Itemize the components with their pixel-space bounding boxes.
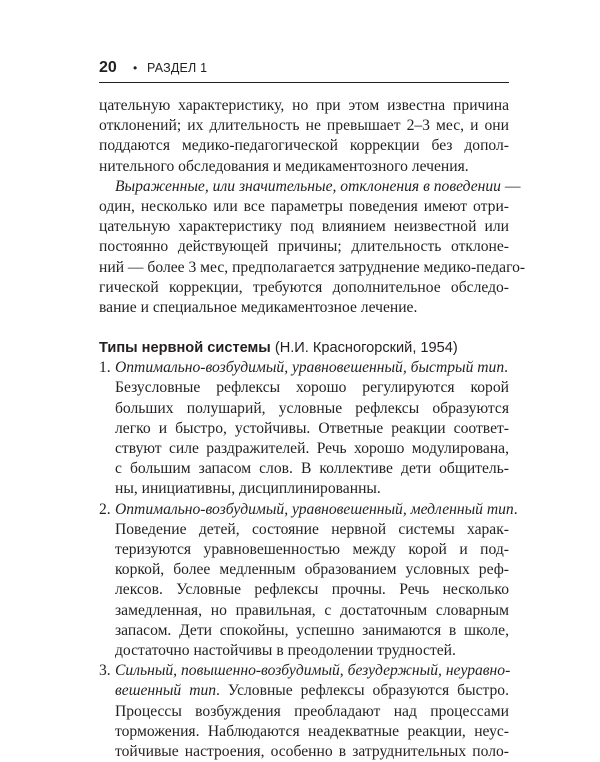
text-line: Безусловные рефлексы хорошо регулируются корой: [115, 379, 509, 397]
italic-term: Оптимально-возбудимый, уравновешенный, медленный тип: [115, 500, 514, 518]
text-line: [99, 177, 521, 197]
heading-bold: Типы нервной системы: [99, 340, 271, 357]
text-line: постоянно действующей причины; длительность отклоне-: [99, 238, 509, 256]
text-line: гической коррекции, требуются дополнительное обследо-: [99, 278, 509, 296]
text-line: [115, 358, 509, 378]
italic-term: вешенный тип: [115, 682, 217, 700]
italic-term: Выраженные, или значительные, отклонения в поведении: [115, 177, 501, 195]
list-number: 3.: [99, 662, 111, 680]
text-line: [115, 681, 509, 701]
page-number: 20: [99, 59, 117, 76]
text-line: торможения. Наблюдаются неадекватные реакции, неус-: [115, 722, 509, 740]
text-line: [115, 500, 518, 520]
section-heading: [99, 338, 509, 358]
heading-citation: (Н.И. Красногорский, 1954): [270, 340, 458, 357]
text-line: лексов. Условные рефлексы прочны. Речь несколько: [115, 581, 509, 599]
paragraph-2: [99, 177, 526, 318]
body-text: [99, 96, 526, 762]
text-line: достаточно настойчивы в преодолении трудностей.: [115, 642, 456, 660]
list-number: 2.: [99, 500, 111, 518]
list-number: 1.: [99, 359, 111, 377]
punct: .: [504, 359, 509, 377]
italic-term: Сильный, повышенно-возбудимый, безудержный, неуравно-: [115, 662, 511, 680]
text-line: цательную характеристику, но при этом известна причина: [99, 97, 509, 114]
text-line: вание и специальное медикаментозное лечение.: [99, 299, 418, 317]
section-title: РАЗДЕЛ 1: [147, 61, 208, 75]
dash: —: [500, 177, 521, 195]
text-line: один, несколько или все параметры поведения имеют отри-: [99, 198, 509, 216]
text-line: теризуются уравновешенностью между корой и под-: [115, 541, 509, 559]
text-line: цательную характеристику под влиянием неизвестной или: [99, 218, 509, 236]
text-line: тойчивые настроения, особенно в затруднительных поло-: [115, 743, 509, 761]
text-line: запасом. Дети спокойны, успешно занимаются в школе,: [115, 621, 509, 639]
list-item: [99, 661, 509, 762]
page: [99, 58, 526, 761]
text-line: больших полушарий, условные рефлексы образуются: [115, 399, 509, 417]
text-line: ны, инициативны, дисциплинированны.: [115, 480, 381, 498]
header-bullet: •: [133, 61, 138, 75]
running-header: [99, 58, 509, 78]
text-line: Поведение детей, состояние нервной системы харак-: [115, 520, 509, 538]
text-line: легко и быстро, устойчивы. Ответные реакции соответ-: [115, 419, 509, 437]
paragraph-1: [99, 96, 509, 177]
text-line: замедленная, но правильная, с достаточным словарным: [115, 601, 509, 619]
header-rule: [99, 82, 509, 83]
text-line: поддаются медико-педагогической коррекции без допол-: [99, 137, 509, 155]
text-line: с большим запасом слов. В коллективе дети общитель-: [115, 460, 509, 478]
text-line: отклонений; их длительность не превышает 2–3 мес, и они: [99, 117, 509, 135]
text-line: ний — более 3 мес, предполагается затруднение медико-педаго-: [99, 258, 526, 276]
text-line: ствуют силе раздражителей. Речь хорошо модулирована,: [115, 440, 509, 458]
text-line: нительного обследования и медикаментозного лечения.: [99, 157, 469, 175]
list-item: [99, 358, 509, 499]
text-line: Процессы возбуждения преобладают над процессами: [115, 702, 509, 720]
text-run: . Условные рефлексы образуются быстро.: [216, 682, 509, 700]
text-line: коркой, более медленным образованием условных реф-: [115, 561, 509, 579]
list-item: [99, 500, 518, 662]
punct: .: [513, 500, 518, 518]
italic-term: Оптимально-возбудимый, уравновешенный, быстрый тип: [115, 359, 505, 377]
